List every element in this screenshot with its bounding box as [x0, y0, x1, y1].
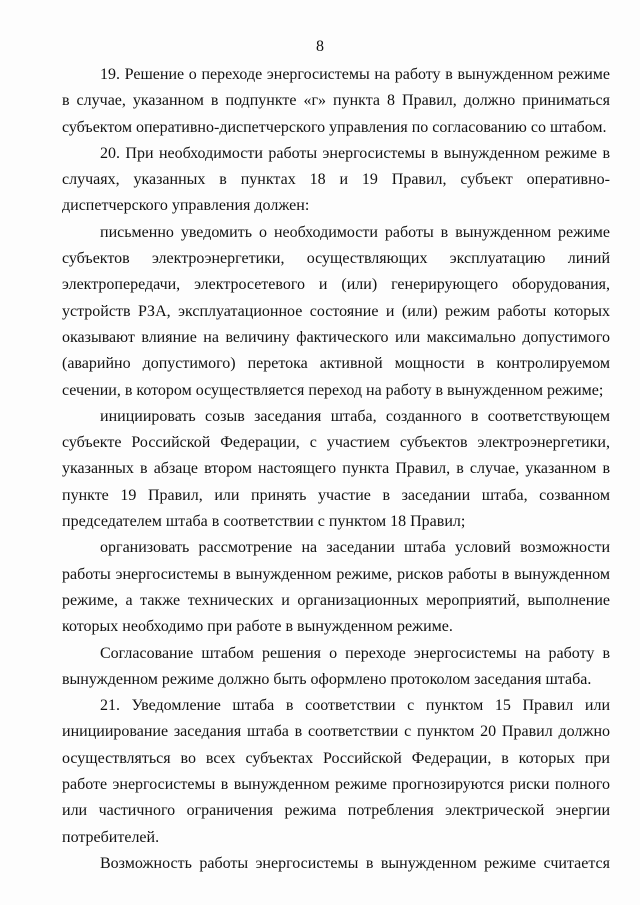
paragraph-possibility: Возможность работы энергосистемы в вынужденном режиме считается: [100, 854, 610, 872]
paragraph-21: 21. Уведомление штаба в соответствии с пунктом 15 Правил или инициирование заседания штаба в соответствии с пунктом 20 Правил должно осуществляться во всех субъектах Российской Федерации, в которых при работе энергосистемы в вынужденном режиме прогнозируются риски полного или частичного ограничения режима потребления электрической энергии потребителей.: [62, 697, 610, 846]
paragraph-19: 19. Решение о переходе энергосистемы на работу в вынужденном режиме в случае, указанном в подпункте «г» пункта 8 Правил, должно приниматься субъектом оперативно-диспетчерского управления по согласованию со штабом.: [62, 66, 610, 136]
paragraph-approval: Согласование штабом решения о переходе энергосистемы на работу в вынужденном режиме должно быть оформлено протоколом заседания штаба.: [62, 644, 610, 688]
paragraph-20-organize: организовать рассмотрение на заседании штаба условий возможности работы энергосистемы в вынужденном режиме, рисков работы в вынужденном режиме, а также технических и организационных мероприятий, выполнение которых необходимо при работе в вынужденном режиме.: [62, 539, 610, 636]
document-body: [62, 62, 610, 877]
page-number: 8: [316, 38, 324, 55]
paragraph-20-initiate: инициировать созыв заседания штаба, созданного в соответствующем субъекте Российской Федерации, с участием субъектов электроэнергетики, указанных в абзаце втором настоящего пункта Правил, в случае, указанном в пункте 19 Правил, или принять участие в заседании штаба, созванном председателем штаба в соответствии с пунктом 18 Правил;: [62, 407, 610, 531]
paragraph-20-notify: письменно уведомить о необходимости работы в вынужденном режиме субъектов электроэнергетики, осуществляющих эксплуатацию линий электропередачи, электросетевого и (или) генерирующего оборудования, устройств РЗА, эксплуатационное состояние и (или) режим работы которых оказывают влияние на величину фактического или максимально допустимого (аварийно допустимого) перетока активной мощности в контролируемом сечении, в котором осуществляется переход на работу в вынужденном режиме;: [62, 223, 610, 399]
paragraph-20: 20. При необходимости работы энергосистемы в вынужденном режиме в случаях, указанных в пунктах 18 и 19 Правил, субъект оперативно-диспетчерского управления должен:: [62, 144, 610, 215]
